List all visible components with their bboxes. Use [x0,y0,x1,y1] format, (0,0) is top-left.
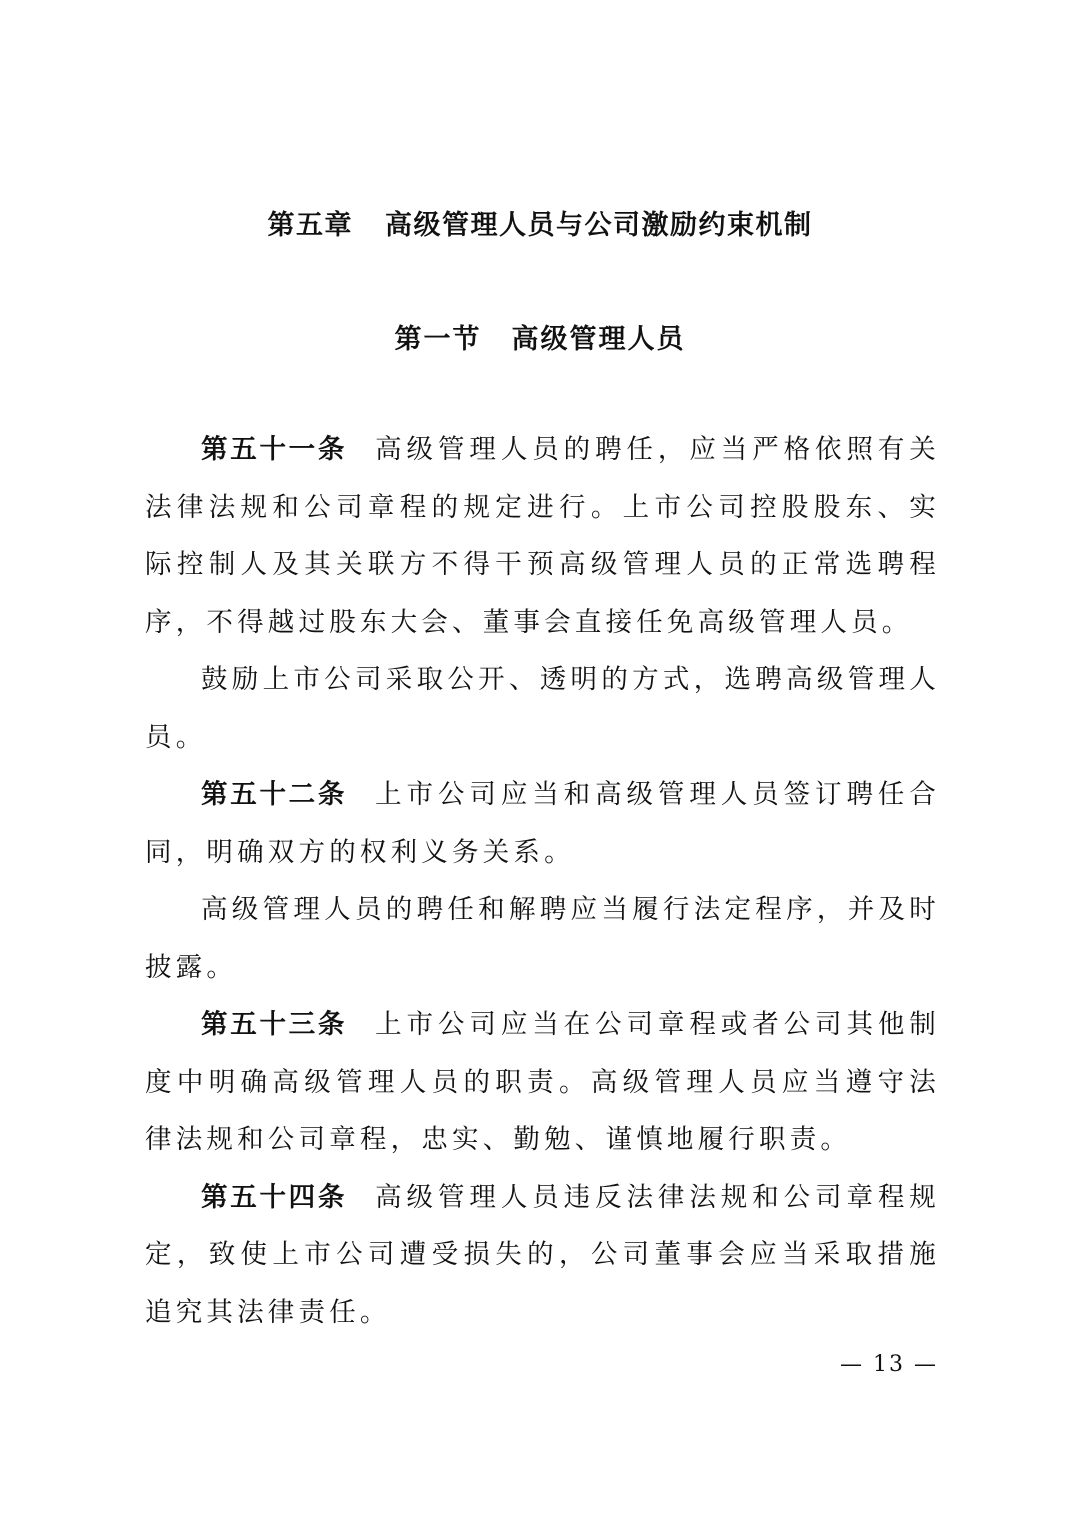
article-text: 高级管理人员的聘任，应当严格依照有关法律法规和公司章程的规定进行。上市公司控股股东、实际控制人及其关联方不得干预高级管理人员的正常选聘程序，不得越过股东大会、董事会直接任免高级管理人员。 [145,434,941,638]
article-51-paragraph-1 [145,421,940,651]
page-number: — 13 — [840,1352,938,1377]
chapter-title [0,204,1080,248]
article-number: 第五十四条 [201,1181,348,1213]
section-title [0,318,1080,362]
article-53-paragraph-1 [145,996,940,1169]
article-text: 高级管理人员违反法律法规和公司章程规定，致使上市公司遭受损失的，公司董事会应当采取措施追究其法律责任。 [145,1181,941,1328]
document-body [145,421,940,1341]
chapter-number: 第五章 [267,210,353,241]
article-number: 第五十二条 [201,779,348,810]
article-54-paragraph-1 [145,1169,940,1342]
article-text: 上市公司应当和高级管理人员签订聘任合同，明确双方的权利义务关系。 [145,779,941,868]
article-number: 第五十三条 [201,1009,348,1040]
article-51-paragraph-2: 鼓励上市公司采取公开、透明的方式，选聘高级管理人员。 [145,664,940,753]
section-name: 高级管理人员 [511,324,686,355]
article-text: 上市公司应当在公司章程或者公司其他制度中明确高级管理人员的职责。高级管理人员应当遵守法律法规和公司章程，忠实、勤勉、谨慎地履行职责。 [145,1009,941,1155]
section-number: 第一节 [394,324,482,355]
chapter-name: 高级管理人员与公司激励约束机制 [385,210,813,241]
article-52-paragraph-1 [145,766,940,881]
article-number: 第五十一条 [201,434,348,465]
article-52-paragraph-2: 高级管理人员的聘任和解聘应当履行法定程序，并及时披露。 [145,894,940,983]
